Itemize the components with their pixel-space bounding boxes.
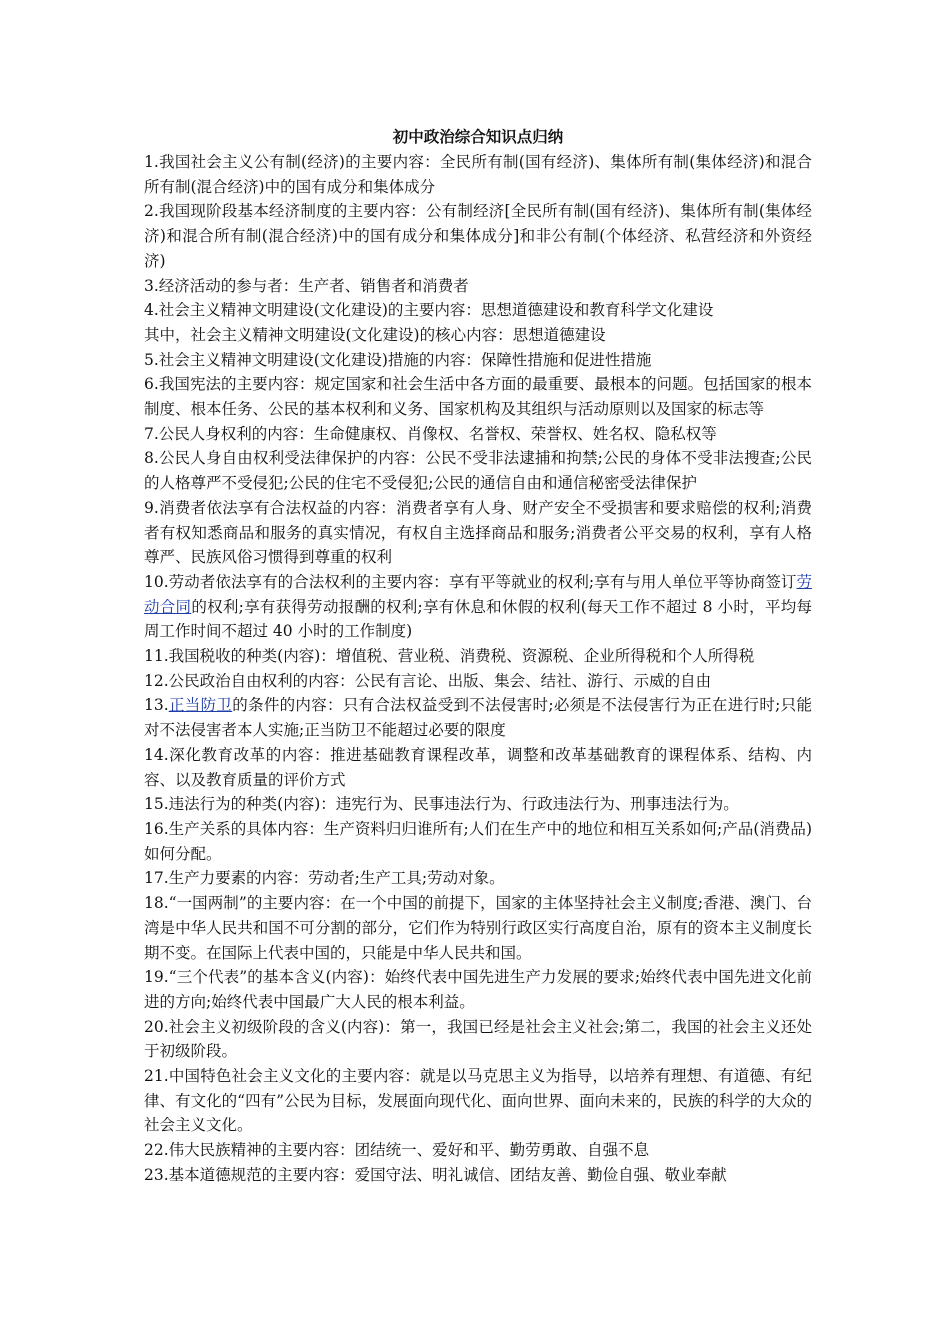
self-defense-link[interactable]: 正当防卫	[168, 696, 233, 715]
paragraph-23: 23.基本道德规范的主要内容：爱国守法、明礼诚信、团结友善、勤俭自强、敬业奉献	[144, 1165, 727, 1184]
paragraph-1: 1.我国社会主义公有制(经济)的主要内容：全民所有制(国有经济)、集体所有制(集体经济)和混合所有制(混合经济)中的国有成分和集体成分	[144, 153, 812, 196]
paragraph-4-note: 其中，社会主义精神文明建设(文化建设)的核心内容：思想道德建设	[144, 325, 606, 344]
paragraph-7: 7.公民人身权利的内容：生命健康权、肖像权、名誉权、荣誉权、姓名权、隐私权等	[144, 424, 717, 443]
paragraph-15: 15.违法行为的种类(内容)：违宪行为、民事违法行为、行政违法行为、刑事违法行为。	[144, 795, 739, 814]
paragraph-10-post: 的权利;享有获得劳动报酬的权利;享有休息和休假的权利(每天工作不超过 8 小时，平均每周工作时间不超过 40 小时的工作制度)	[144, 597, 812, 641]
paragraph-3: 3.经济活动的参与者：生产者、销售者和消费者	[144, 276, 469, 295]
labor-contract-link[interactable]: 劳动合同	[144, 572, 812, 616]
paragraph-20: 20.社会主义初级阶段的含义(内容)：第一，我国已经是社会主义社会;第二，我国的社会主义还处于初级阶段。	[144, 1017, 812, 1061]
paragraph-13	[144, 693, 812, 742]
paragraph-13-post: 的条件的内容：只有合法权益受到不法侵害时;必须是不法侵害行为正在进行时;只能对不法侵害者本人实施;正当防卫不能超过必要的限度	[144, 696, 812, 740]
paragraph-2: 2.我国现阶段基本经济制度的主要内容：公有制经济[全民所有制(国有经济)、集体所有制(集体经济)和混合所有制(混合经济)中的国有成分和集体成分]和非公有制(个体经济、私营经济和外资经济)	[144, 202, 812, 270]
paragraph-22: 22.伟大民族精神的主要内容：团结统一、爱好和平、勤劳勇敢、自强不息	[144, 1141, 650, 1160]
paragraph-11: 11.我国税收的种类(内容)：增值税、营业税、消费税、资源税、企业所得税和个人所得税	[144, 647, 755, 666]
paragraph-6: 6.我国宪法的主要内容：规定国家和社会生活中各方面的最重要、最根本的问题。包括国家的根本制度、根本任务、公民的基本权利和义务、国家机构及其组织与活动原则以及国家的标志等	[144, 375, 812, 419]
paragraph-8: 8.公民人身自由权利受法律保护的内容：公民不受非法逮捕和拘禁;公民的身体不受非法搜查;公民的人格尊严不受侵犯;公民的住宅不受侵犯;公民的通信自由和通信秘密受法律保护	[144, 449, 812, 493]
paragraph-10-pre: 10.劳动者依法享有的合法权利的主要内容：享有平等就业的权利;享有与用人单位平等协商签订	[144, 572, 797, 591]
paragraph-16: 16.生产关系的具体内容：生产资料归归谁所有;人们在生产中的地位和相互关系如何;产品(消费品)如何分配。	[144, 819, 812, 863]
paragraph-14: 14.深化教育改革的内容：推进基础教育课程改革，调整和改革基础教育的课程体系、结构、内容、以及教育质量的评价方式	[144, 745, 812, 789]
paragraph-10	[144, 570, 812, 644]
paragraph-5: 5.社会主义精神文明建设(文化建设)措施的内容：保障性措施和促进性措施	[144, 350, 652, 369]
paragraph-18: 18.“一国两制”的主要内容：在一个中国的前提下，国家的主体坚持社会主义制度;香港、澳门、台湾是中华人民共和国不可分割的部分，它们作为特别行政区实行高度自治，原有的资本主义制度长期不变。在国际上代表中国的，只能是中华人民共和国。	[144, 894, 812, 962]
paragraph-4: 4.社会主义精神文明建设(文化建设)的主要内容：思想道德建设和教育科学文化建设	[144, 301, 714, 320]
paragraph-17: 17.生产力要素的内容：劳动者;生产工具;劳动对象。	[144, 869, 505, 888]
document-page	[144, 124, 812, 1188]
paragraph-19: 19.“三个代表”的基本含义(内容)：始终代表中国先进生产力发展的要求;始终代表中国先进文化前进的方向;始终代表中国最广大人民的根本利益。	[144, 968, 812, 1011]
document-title: 初中政治综合知识点归纳	[392, 127, 564, 146]
paragraph-12: 12.公民政治自由权利的内容：公民有言论、出版、集会、结社、游行、示威的自由	[144, 671, 712, 690]
paragraph-21: 21.中国特色社会主义文化的主要内容：就是以马克思主义为指导，以培养有理想、有道德、有纪律、有文化的“四有”公民为目标，发展面向现代化、面向世界、面向未来的，民族的科学的大众的社会主义文化。	[144, 1067, 812, 1135]
paragraph-13-pre: 13.	[144, 696, 169, 715]
paragraph-9: 9.消费者依法享有合法权益的内容：消费者享有人身、财产安全不受损害和要求赔偿的权利;消费者有权知悉商品和服务的真实情况，有权自主选择商品和服务;消费者公平交易的权利，享有人格尊严、民族风俗习惯得到尊重的权利	[144, 498, 812, 567]
